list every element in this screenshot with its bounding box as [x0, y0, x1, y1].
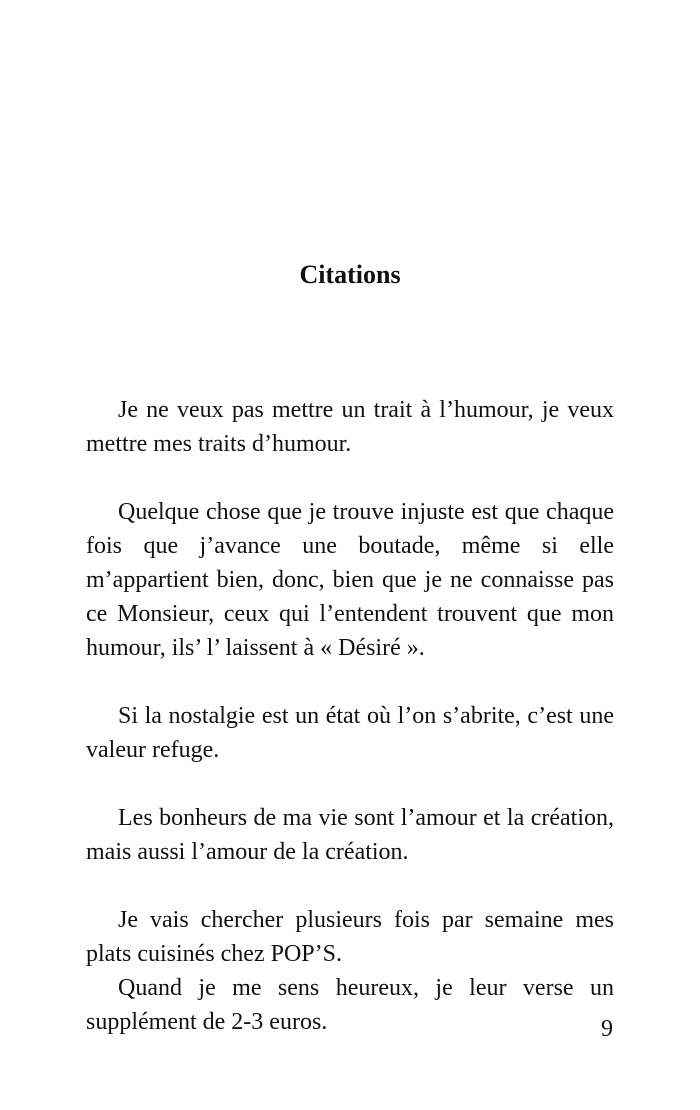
quote-paragraph-5: Je vais chercher plusieurs fois par semaine mes plats cuisinés chez POP’S. — [86, 907, 614, 967]
page-number: 9 — [601, 1016, 613, 1042]
quote-paragraph-3: Si la nostalgie est un état où l’on s’abrite, c’est une valeur refuge. — [86, 703, 614, 763]
page-title: Citations — [299, 260, 401, 289]
quote-paragraph-1: Je ne veux pas mettre un trait à l’humour, je veux mettre mes traits d’humour. — [86, 397, 614, 457]
quote-paragraph-6: Quand je me sens heureux, je leur verse un supplément de 2-3 euros. — [86, 975, 614, 1035]
quotes-body — [86, 393, 614, 1039]
quote-paragraph-4: Les bonheurs de ma vie sont l’amour et la création, mais aussi l’amour de la création. — [86, 805, 614, 865]
quote-paragraph-2: Quelque chose que je trouve injuste est que chaque fois que j’avance une boutade, même si elle m’appartient bien, donc, bien que je ne connaisse pas ce Monsieur, ceux qui l’entendent trouvent que mon humour, ils’ l’ laissent à « Désiré ». — [86, 499, 614, 661]
